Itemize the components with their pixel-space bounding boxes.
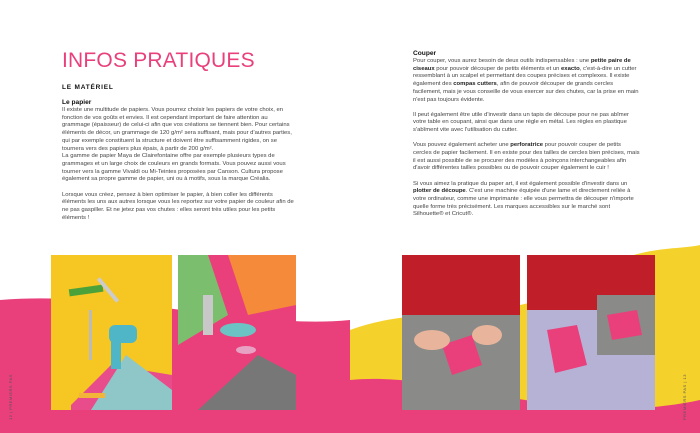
folio-left: 12 | PREMIERS PAS [8, 374, 13, 420]
paper-paragraph-2: La gamme de papier Maya de Clairefontaine offre par exemple plusieurs types de grammages et un large choix de couleurs en grands formats. Vous pouvez aussi vous tourner vers la gamme Vivaldi ou Mi-Teintes proposées par Canson. Cultura propose également sa propre gamme de papier, uni ou à motifs, sous la marque Créalia. [62, 153, 286, 183]
cut-paragraph-3: Vous pouvez également acheter une perforatrice pour pouvoir couper de petits cercles de papier facilement. Il en existe pour des tailles de cercles bien précises, mais il est aussi possible de se procurer des modèles à poinçons interchangeables afin d'avoir différentes tailles possibles ou de pouvoir couper également le cuir ! [413, 142, 640, 172]
photo-cutting-mat [402, 255, 520, 410]
paper-section [62, 99, 294, 230]
cut-paragraph-4: Si vous aimez la pratique du paper art, il est également possible d'investir dans un plotter de découpe. C'est une machine équipée d'une lame et directement reliée à votre ordinateur, comme une imprimante : elle vous permettra de découper n'importe quelle forme très précisément. Les marques accessibles sur le marché sont Silhouette® et Cricut®. [413, 180, 634, 218]
paper-paragraph-3: Lorsque vous créez, pensez à bien optimiser le papier, à bien coller les différents éléments les uns aux autres lorsque vous les reportez sur votre papier de couleur afin de ne pas gaspiller. Et ne jetez pas vos chutes : elles seront très utiles pour les petits éléments ! [62, 191, 294, 221]
paper-heading: Le papier [62, 99, 92, 106]
cut-heading: Couper [413, 50, 437, 57]
section-heading: LE MATÉRIEL [62, 84, 114, 91]
page-title: INFOS PRATIQUES [62, 49, 255, 72]
paper-paragraph-1: Il existe une multitude de papiers. Vous pourrez choisir les papiers de votre choix, en fonction de vos goûts et envies. Il est cependant important de faire attention au grammage (épaisseur) de celui-ci afin que vos créations se tiennent bien. Pour certains éléments de décor, un grammage de 120 g/m² sera suffisant, mais pour d'autres parties, qui par exemple constituent la structure et doivent être suffisamment rigides, on se tournera vers des papiers plus épais, à partir de 200 g/m². [62, 107, 292, 152]
folio-right: PREMIERS PAS | 13 [682, 374, 687, 420]
photo-tools-yellow [51, 255, 172, 410]
cut-paragraph-2: Il peut également être utile d'investir dans un tapis de découpe pour ne pas abîmer votre table en coupant, ainsi que dans une règle en métal. Les règles en plastique s'abîment vite avec l'utilisation du cutter. [413, 111, 629, 134]
photo-tools-pink [178, 255, 296, 410]
cut-section [413, 50, 641, 227]
cut-paragraph-1: Pour couper, vous aurez besoin de deux outils indispensables : une petite paire de ciseaux pour pouvoir découper de petits éléments et un exacto, c'est-à-dire un cutter ressemblant à un scalpel et permettant des coupes précises et complexes. Il existe également des compas cutters, afin de pouvoir découper de grands cercles facilement, mais je vous conseille de vous exercer sur des chutes, car la prise en main n'est pas toujours évidente. [413, 58, 639, 103]
photo-folded-paper [527, 255, 655, 410]
